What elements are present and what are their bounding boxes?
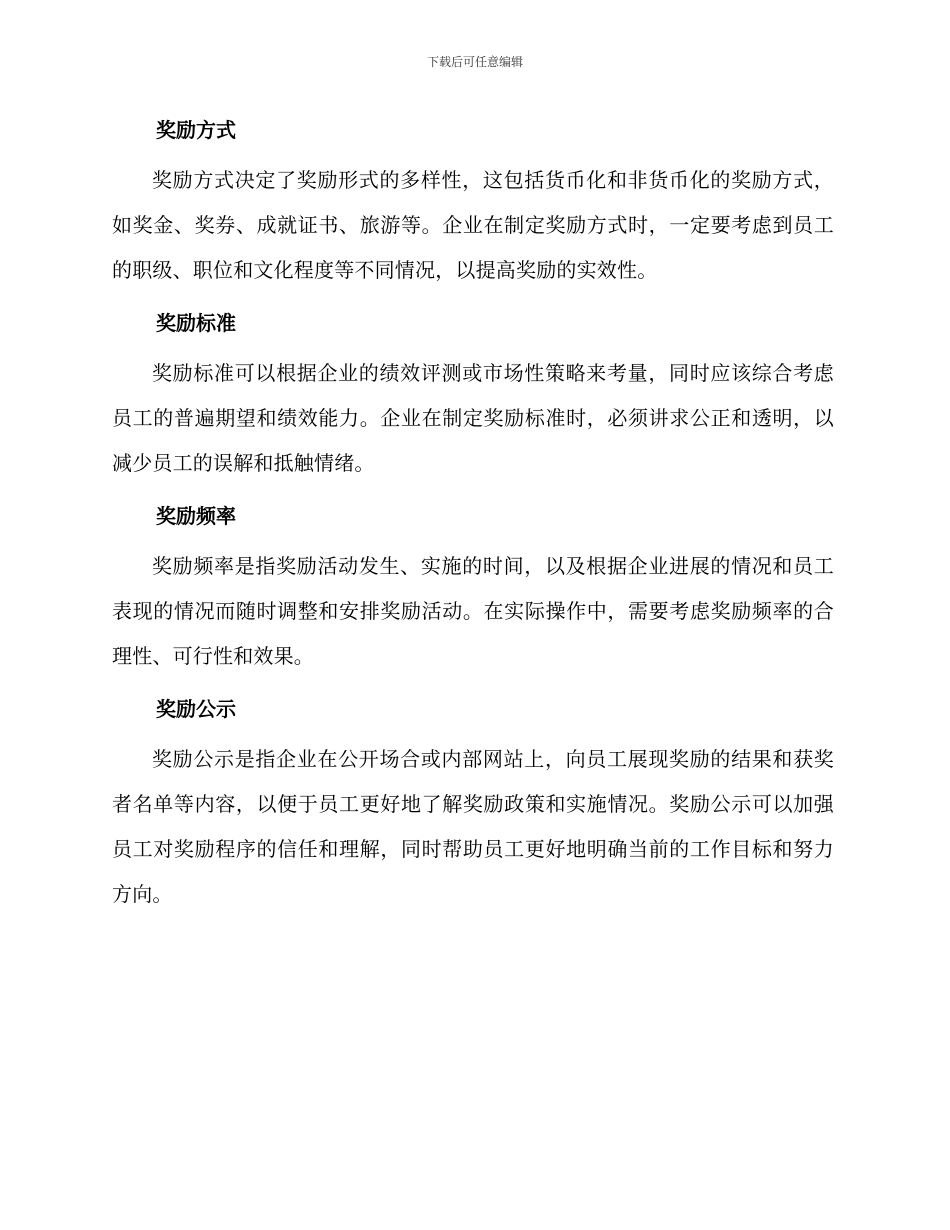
- section-heading: 奖励方式: [156, 118, 236, 142]
- section-paragraph: 奖励公示是指企业在公开场合或内部网站上，向员工展现奖励的结果和获奖者名单等内容，以便于员工更好地了解奖励政策和实施情况。奖励公示可以加强员工对奖励程序的信任和理解，同时帮助员工更好地明确当前的工作目标和努力方向。: [112, 747, 834, 906]
- section-reward-standard: [112, 301, 834, 486]
- page-header-note: 下载后可任意编辑: [426, 55, 523, 69]
- section-heading: 奖励频率: [156, 504, 236, 528]
- section-reward-method: [112, 108, 834, 293]
- section-paragraph: 奖励方式决定了奖励形式的多样性，这包括货币化和非货币化的奖励方式，如奖金、奖券、成就证书、旅游等。企业在制定奖励方式时，一定要考虑到员工的职级、职位和文化程度等不同情况，以提高奖励的实效性。: [112, 168, 834, 282]
- document-content: [112, 108, 834, 925]
- section-paragraph: 奖励频率是指奖励活动发生、实施的时间，以及根据企业进展的情况和员工表现的情况而随时调整和安排奖励活动。在实际操作中，需要考虑奖励频率的合理性、可行性和效果。: [112, 554, 834, 668]
- section-reward-publicity: [112, 687, 834, 917]
- section-heading: 奖励标准: [156, 311, 236, 335]
- section-reward-frequency: [112, 494, 834, 679]
- section-paragraph: 奖励标准可以根据企业的绩效评测或市场性策略来考量，同时应该综合考虑员工的普遍期望和绩效能力。企业在制定奖励标准时，必须讲求公正和透明，以减少员工的误解和抵触情绪。: [112, 361, 834, 475]
- section-heading: 奖励公示: [156, 697, 236, 721]
